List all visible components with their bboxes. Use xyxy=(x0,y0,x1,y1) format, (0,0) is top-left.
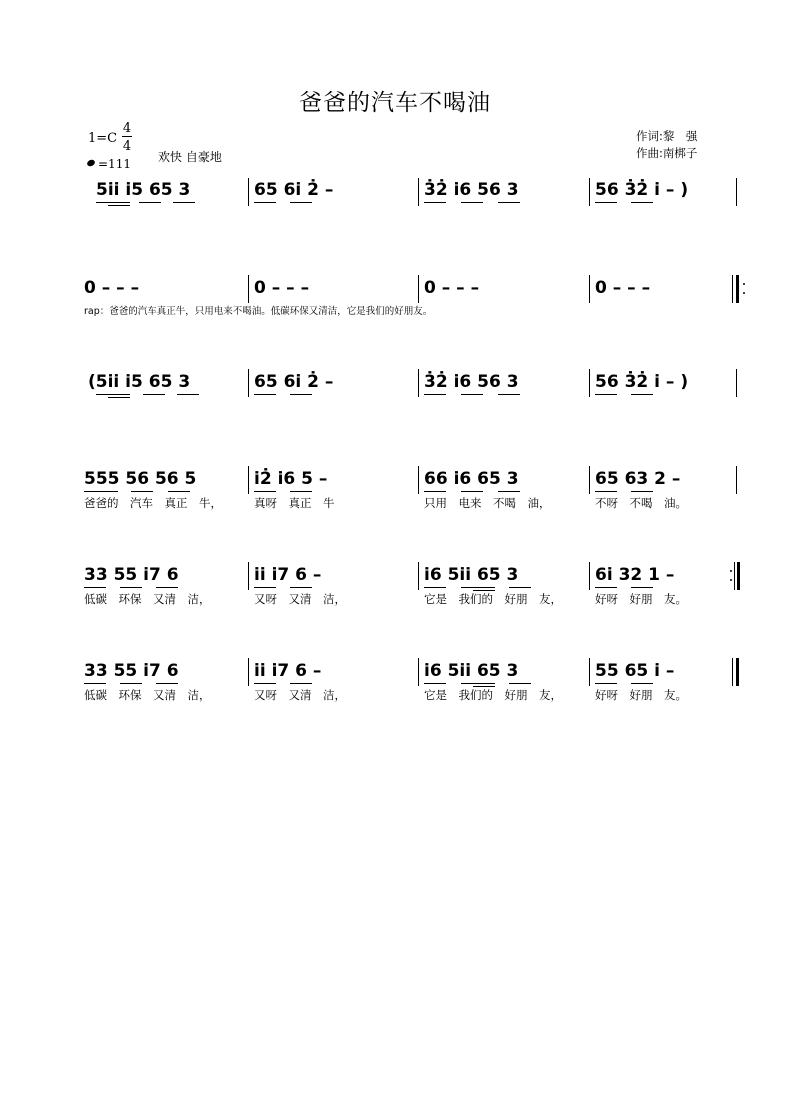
repeat-barline-thin xyxy=(732,275,733,303)
beam xyxy=(461,491,483,492)
beam xyxy=(84,491,118,492)
barline xyxy=(736,466,737,494)
beam xyxy=(156,587,178,588)
lyric-line: 又呀 又清 洁， xyxy=(254,592,346,606)
beam xyxy=(424,491,446,492)
measure: 555 56 56 5 xyxy=(84,469,197,489)
beam xyxy=(290,683,312,684)
lyric-line: 又呀 又清 洁， xyxy=(254,688,346,702)
beam xyxy=(254,587,276,588)
barline xyxy=(736,178,737,206)
beam xyxy=(254,491,276,492)
repeat-dot xyxy=(730,579,732,581)
beam xyxy=(173,202,195,203)
repeat-barline-thick xyxy=(736,275,739,303)
beam xyxy=(631,683,653,684)
measure: (5i̇i̇ i̇5 65 3 xyxy=(88,372,191,392)
beam xyxy=(595,683,617,684)
barline xyxy=(248,562,249,590)
lyric-line: 只用 电来 不喝 油， xyxy=(424,496,551,510)
measure: i̇i̇ i̇7 6 – xyxy=(254,565,322,585)
score-row-3 xyxy=(84,372,754,402)
time-signature-top: 4 xyxy=(122,121,132,136)
beam xyxy=(254,202,276,203)
barline xyxy=(248,369,249,397)
beam xyxy=(461,394,483,395)
beam xyxy=(631,394,653,395)
beam xyxy=(120,683,142,684)
measure: 3̇2̇ i̇6 56 3 xyxy=(424,180,519,200)
beam xyxy=(461,587,495,588)
measure: 56 3̇2̇ i̇ – ) xyxy=(595,180,689,200)
rap-text: rap：爸爸的汽车真正牛，只用电来不喝油。低碳环保又清洁，它是我们的好朋友。 xyxy=(84,306,433,317)
beam xyxy=(595,394,617,395)
lyric-line: 它是 我们的 好朋 友， xyxy=(424,688,562,702)
barline xyxy=(589,275,590,303)
barline xyxy=(736,369,737,397)
beam xyxy=(498,394,520,395)
repeat-barline-thick xyxy=(737,562,740,590)
beam xyxy=(254,683,276,684)
barline xyxy=(418,466,419,494)
barline xyxy=(418,275,419,303)
beam xyxy=(595,587,617,588)
beam xyxy=(498,202,520,203)
repeat-barline-thin xyxy=(734,562,735,590)
beam xyxy=(290,202,312,203)
barline xyxy=(418,562,419,590)
measure: 65 6i̇ 2̇ – xyxy=(254,372,334,392)
time-signature-line xyxy=(122,136,132,137)
key-signature: 1=C xyxy=(88,131,118,146)
barline xyxy=(418,178,419,206)
expression-marking: 欢快 自豪地 xyxy=(158,150,222,164)
beam xyxy=(84,587,106,588)
beam xyxy=(120,587,142,588)
beam xyxy=(131,491,153,492)
barline xyxy=(589,562,590,590)
score-title: 爸爸的汽车不喝油 xyxy=(299,90,491,116)
final-barline-thin xyxy=(732,658,733,686)
half-note-icon xyxy=(86,159,96,168)
score-row-5 xyxy=(84,565,754,609)
beam xyxy=(461,202,483,203)
lyric-line: 爸爸的 汽车 真正 牛， xyxy=(84,496,222,510)
measure: 55 65 i̇ – xyxy=(595,661,675,681)
barline xyxy=(248,466,249,494)
beam xyxy=(509,683,531,684)
measure: 0 – – – xyxy=(254,278,310,298)
score-row-4 xyxy=(84,469,754,513)
score-row-6 xyxy=(84,661,754,705)
lyric-line: 低碳 环保 又清 洁， xyxy=(84,688,211,702)
measure: 65 63 2 – xyxy=(595,469,681,489)
lyric-line: 好呀 好朋 友。 xyxy=(595,592,687,606)
barline xyxy=(589,466,590,494)
beam xyxy=(96,394,130,395)
measure: i̇i̇ i̇7 6 – xyxy=(254,661,322,681)
measure: 5i̇i̇ i̇5 65 3 xyxy=(96,180,191,200)
beam xyxy=(595,202,617,203)
barline xyxy=(248,658,249,686)
score-row-1 xyxy=(84,180,754,210)
barline xyxy=(589,369,590,397)
measure: 0 – – – xyxy=(424,278,480,298)
measure: 33 55 i̇7 6 xyxy=(84,565,179,585)
beam xyxy=(108,205,130,206)
beam xyxy=(168,491,190,492)
lyric-line: 不呀 不喝 油。 xyxy=(595,496,687,510)
barline xyxy=(418,658,419,686)
beam xyxy=(254,394,276,395)
measure: 0 – – – xyxy=(595,278,651,298)
measure: 0 – – – xyxy=(84,278,140,298)
beam xyxy=(424,394,446,395)
time-signature-bottom: 4 xyxy=(122,139,132,154)
beam xyxy=(108,397,130,398)
beam xyxy=(595,491,617,492)
barline xyxy=(248,275,249,303)
final-barline-thick xyxy=(736,658,739,686)
lyricist-credit: 作词:黎 强 xyxy=(636,129,698,143)
composer-credit: 作曲:南梆子 xyxy=(636,146,698,160)
beam xyxy=(424,202,446,203)
beam xyxy=(139,202,161,203)
measure: 6i̇ 32 1 – xyxy=(595,565,675,585)
lyric-line: 好呀 好朋 友。 xyxy=(595,688,687,702)
beam xyxy=(84,683,106,684)
measure: 65 6i̇ 2̇ – xyxy=(254,180,334,200)
measure: 66 i̇6 65 3 xyxy=(424,469,519,489)
measure: i̇6 5i̇i̇ 65 3 xyxy=(424,565,519,585)
beam xyxy=(498,491,520,492)
beam xyxy=(424,683,446,684)
measure: i̇6 5i̇i̇ 65 3 xyxy=(424,661,519,681)
repeat-dot xyxy=(743,292,745,294)
barline xyxy=(418,369,419,397)
beam xyxy=(461,683,495,684)
beam xyxy=(143,394,165,395)
beam xyxy=(177,394,199,395)
repeat-dot xyxy=(743,283,745,285)
measure: 3̇2̇ i̇6 56 3 xyxy=(424,372,519,392)
beam xyxy=(290,587,312,588)
beam xyxy=(631,587,653,588)
measure: 56 3̇2̇ i̇ – ) xyxy=(595,372,689,392)
lyric-line: 它是 我们的 好朋 友， xyxy=(424,592,562,606)
repeat-dot xyxy=(730,570,732,572)
barline xyxy=(589,178,590,206)
lyric-line: 低碳 环保 又清 洁， xyxy=(84,592,211,606)
beam xyxy=(631,202,653,203)
beam xyxy=(290,394,312,395)
beam xyxy=(156,683,178,684)
beam xyxy=(631,491,653,492)
barline xyxy=(589,658,590,686)
measure: i̇2̇ i̇6 5 – xyxy=(254,469,328,489)
tempo-marking: =111 xyxy=(98,157,131,171)
beam xyxy=(290,491,312,492)
beam xyxy=(509,587,531,588)
beam xyxy=(424,587,446,588)
barline xyxy=(248,178,249,206)
beam xyxy=(96,202,130,203)
lyric-line: 真呀 真正 牛 xyxy=(254,496,335,510)
measure: 33 55 i̇7 6 xyxy=(84,661,179,681)
